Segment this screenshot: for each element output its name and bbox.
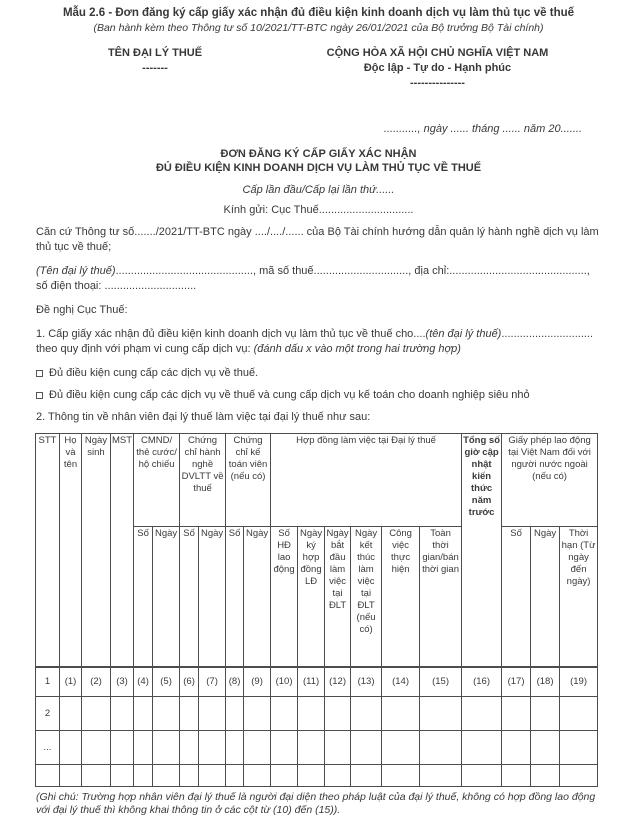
table-cell [560, 697, 598, 731]
table-cell [199, 731, 226, 765]
table-cell [199, 765, 226, 787]
table-subheader-cell: Ngày kết thúc làm việc tại ĐLT (nếu có) [351, 527, 382, 667]
table-subheader-cell: Ngày [531, 527, 560, 667]
table-subheader-cell: Ngày bắt đầu làm việc tại ĐLT [325, 527, 351, 667]
table-cell [325, 697, 351, 731]
table-row [36, 697, 598, 731]
table-cell [462, 697, 502, 731]
table-header-cell: STT [36, 434, 60, 667]
issued-note: (Ban hành kèm theo Thông tư số 10/2021/TT-BTC ngày 26/01/2021 của Bộ trưởng Bộ Tài chính) [93, 22, 544, 34]
item1-text-2: .............................. theo quy định với phạm vi cung cấp dịch vụ: [36, 328, 594, 355]
table-index-cell: (10) [271, 667, 298, 697]
table-index-cell: (12) [325, 667, 351, 697]
table-cell [111, 765, 134, 787]
table-subheader-cell: Số [134, 527, 153, 667]
option-tax-services-label: Đủ điều kiện cung cấp các dịch vụ về thuế. [49, 367, 259, 379]
table-header-cell: Giấy phép lao động tại Việt Nam đối với người nước ngoài (nếu có) [502, 434, 598, 527]
table-cell [271, 731, 298, 765]
table-cell [351, 731, 382, 765]
table-index-cell: (4) [134, 667, 153, 697]
table-cell [531, 765, 560, 787]
staff-table [35, 433, 598, 787]
table-cell [82, 731, 111, 765]
table-cell [271, 697, 298, 731]
table-cell [60, 731, 82, 765]
table-header-cell: Chứng chỉ kế toán viên (nếu có) [226, 434, 271, 527]
table-subheader-cell: Ngày [244, 527, 271, 667]
table-header-cell: MST [111, 434, 134, 667]
national-title: CỘNG HÒA XÃ HỘI CHỦ NGHĨA VIỆT NAM [326, 47, 549, 59]
table-index-cell: (19) [560, 667, 598, 697]
table-cell [153, 765, 180, 787]
table-cell [244, 765, 271, 787]
table-index-cell: (9) [244, 667, 271, 697]
table-index-cell: (16) [462, 667, 502, 697]
table-cell [153, 731, 180, 765]
table-header-row-1 [36, 434, 598, 527]
table-cell [351, 765, 382, 787]
table-index-cell: 1 [36, 667, 60, 697]
table-index-cell: (3) [111, 667, 134, 697]
table-cell [60, 765, 82, 787]
table-cell [531, 731, 560, 765]
table-cell [531, 697, 560, 731]
table-cell [420, 765, 462, 787]
row-number-cell: 2 [36, 697, 60, 731]
agency-divider: ------- [142, 62, 168, 74]
letterhead-agency-block [50, 47, 260, 90]
table-index-cell: (6) [180, 667, 199, 697]
table-index-cell: (7) [199, 667, 226, 697]
table-row [36, 731, 598, 765]
table-cell [382, 765, 420, 787]
table-cell [560, 731, 598, 765]
checkbox-icon[interactable] [36, 392, 43, 399]
date-line: ..........., ngày ...... tháng ...... năm 20....... [383, 123, 582, 135]
table-cell [111, 731, 134, 765]
table-cell [36, 765, 60, 787]
table-cell [134, 765, 153, 787]
table-index-cell: (14) [382, 667, 420, 697]
table-header-cell: Tổng số giờ cập nhật kiến thức năm trước [462, 434, 502, 667]
table-header-cell: Ngày sinh [82, 434, 111, 667]
table-cell [134, 697, 153, 731]
table-footnote: (Ghi chú: Trường hợp nhân viên đại lý thuế là người đại diện theo pháp luật của đại lý thuế, không có hợp đồng lao động với đại lý thuế thì không khai thông tin ở các cột từ (10) đến (15)). [36, 791, 596, 816]
table-cell [502, 697, 531, 731]
table-index-cell: (13) [351, 667, 382, 697]
option-tax-and-accounting-label: Đủ điều kiện cung cấp các dịch vụ về thuế và cung cấp dịch vụ kế toán cho doanh nghiệp siêu nhỏ [49, 389, 530, 401]
row-number-cell: ... [36, 731, 60, 765]
table-index-cell: (2) [82, 667, 111, 697]
table-cell [180, 731, 199, 765]
table-index-cell: (18) [531, 667, 560, 697]
table-cell [298, 765, 325, 787]
agent-info-fields: ............................................., mã số thuế..............................., địa chỉ:............................................., số điện thoại: .............................. [36, 265, 590, 292]
option-tax-and-accounting-services [36, 389, 601, 401]
table-header-cell: CMND/ thẻ cước/ hộ chiếu [134, 434, 180, 527]
table-cell [502, 731, 531, 765]
table-subheader-cell: Toàn thời gian/bán thời gian [420, 527, 462, 667]
table-cell [82, 765, 111, 787]
table-cell [560, 765, 598, 787]
table-cell [298, 697, 325, 731]
table-index-cell: (11) [298, 667, 325, 697]
issue-type-subtitle: Cấp lần đầu/Cấp lại lần thứ...... [242, 184, 395, 196]
table-index-cell: (15) [420, 667, 462, 697]
table-column-index-row [36, 667, 598, 697]
table-cell [298, 731, 325, 765]
form-number-title: Mẫu 2.6 - Đơn đăng ký cấp giấy xác nhận đủ điều kiện kinh doanh dịch vụ làm thủ tục về thuế [62, 7, 575, 19]
letterhead-national-block [270, 47, 605, 90]
table-header-cell: Hợp đồng làm việc tại Đại lý thuế [271, 434, 462, 527]
item1-agent-name-placeholder: (tên đại lý thuế) [425, 328, 502, 340]
table-cell [325, 731, 351, 765]
table-header-cell: Họ và tên [60, 434, 82, 667]
table-cell [420, 731, 462, 765]
request-intro: Đề nghị Cục Thuế: [36, 304, 128, 316]
table-subheader-cell: Số [502, 527, 531, 667]
letterhead [0, 47, 637, 90]
table-index-cell: (17) [502, 667, 531, 697]
table-subheader-cell: Ngày ký hợp đồng LĐ [298, 527, 325, 667]
recipient-line: Kính gửi: Cục Thuế............................... [223, 204, 414, 216]
national-divider: --------------- [410, 77, 465, 89]
table-subheader-cell: Ngày [199, 527, 226, 667]
table-subheader-cell: Ngày [153, 527, 180, 667]
table-cell [180, 697, 199, 731]
table-cell [226, 697, 244, 731]
table-subheader-cell: Số [180, 527, 199, 667]
checkbox-icon[interactable] [36, 370, 43, 377]
table-cell [325, 765, 351, 787]
document-title-line2: ĐỦ ĐIỀU KIỆN KINH DOANH DỊCH VỤ LÀM THỦ TỤC VỀ THUẾ [155, 162, 482, 174]
legal-basis-paragraph: Căn cứ Thông tư số......./2021/TT-BTC ngày ..../..../...... của Bộ Tài chính hướng dẫn quản lý hành nghề dịch vụ làm thủ tục về thuế; [36, 226, 599, 253]
table-cell [271, 765, 298, 787]
table-cell [462, 765, 502, 787]
agent-info-paragraph [36, 264, 601, 294]
option-tax-services [36, 367, 601, 379]
table-cell [111, 697, 134, 731]
table-cell [420, 697, 462, 731]
table-cell [226, 731, 244, 765]
table-index-cell: (5) [153, 667, 180, 697]
table-cell [382, 697, 420, 731]
agent-name-label: (Tên đại lý thuế) [36, 265, 116, 277]
table-header-cell: Chứng chỉ hành nghề DVLTT về thuế [180, 434, 226, 527]
table-cell [382, 731, 420, 765]
table-cell [180, 765, 199, 787]
table-cell [502, 765, 531, 787]
national-motto: Độc lập - Tự do - Hạnh phúc [363, 62, 512, 74]
table-index-cell: (8) [226, 667, 244, 697]
document-title-line1: ĐƠN ĐĂNG KÝ CẤP GIẤY XÁC NHẬN [220, 148, 417, 160]
agency-name: TÊN ĐẠI LÝ THUẾ [107, 47, 203, 59]
item2-paragraph: 2. Thông tin về nhân viên đại lý thuế làm việc tại đại lý thuế như sau: [36, 411, 371, 423]
table-subheader-cell: Số HĐ lao động [271, 527, 298, 667]
table-cell [351, 697, 382, 731]
item1-paragraph [36, 327, 601, 357]
item1-text-1: 1. Cấp giấy xác nhận đủ điều kiện kinh doanh dịch vụ làm thủ tục về thuế cho.... [36, 328, 426, 340]
table-subheader-cell: Thời hạn (Từ ngày đến ngày) [560, 527, 598, 667]
table-row [36, 765, 598, 787]
table-index-cell: (1) [60, 667, 82, 697]
table-cell [462, 731, 502, 765]
table-cell [134, 731, 153, 765]
table-cell [153, 697, 180, 731]
table-cell [199, 697, 226, 731]
table-subheader-cell: Số [226, 527, 244, 667]
document-title [0, 147, 637, 175]
table-cell [82, 697, 111, 731]
table-cell [244, 731, 271, 765]
table-cell [226, 765, 244, 787]
table-cell [60, 697, 82, 731]
table-cell [244, 697, 271, 731]
table-subheader-cell: Công việc thực hiện [382, 527, 420, 667]
item1-mark-instruction: (đánh dấu x vào một trong hai trường hợp) [253, 343, 461, 355]
